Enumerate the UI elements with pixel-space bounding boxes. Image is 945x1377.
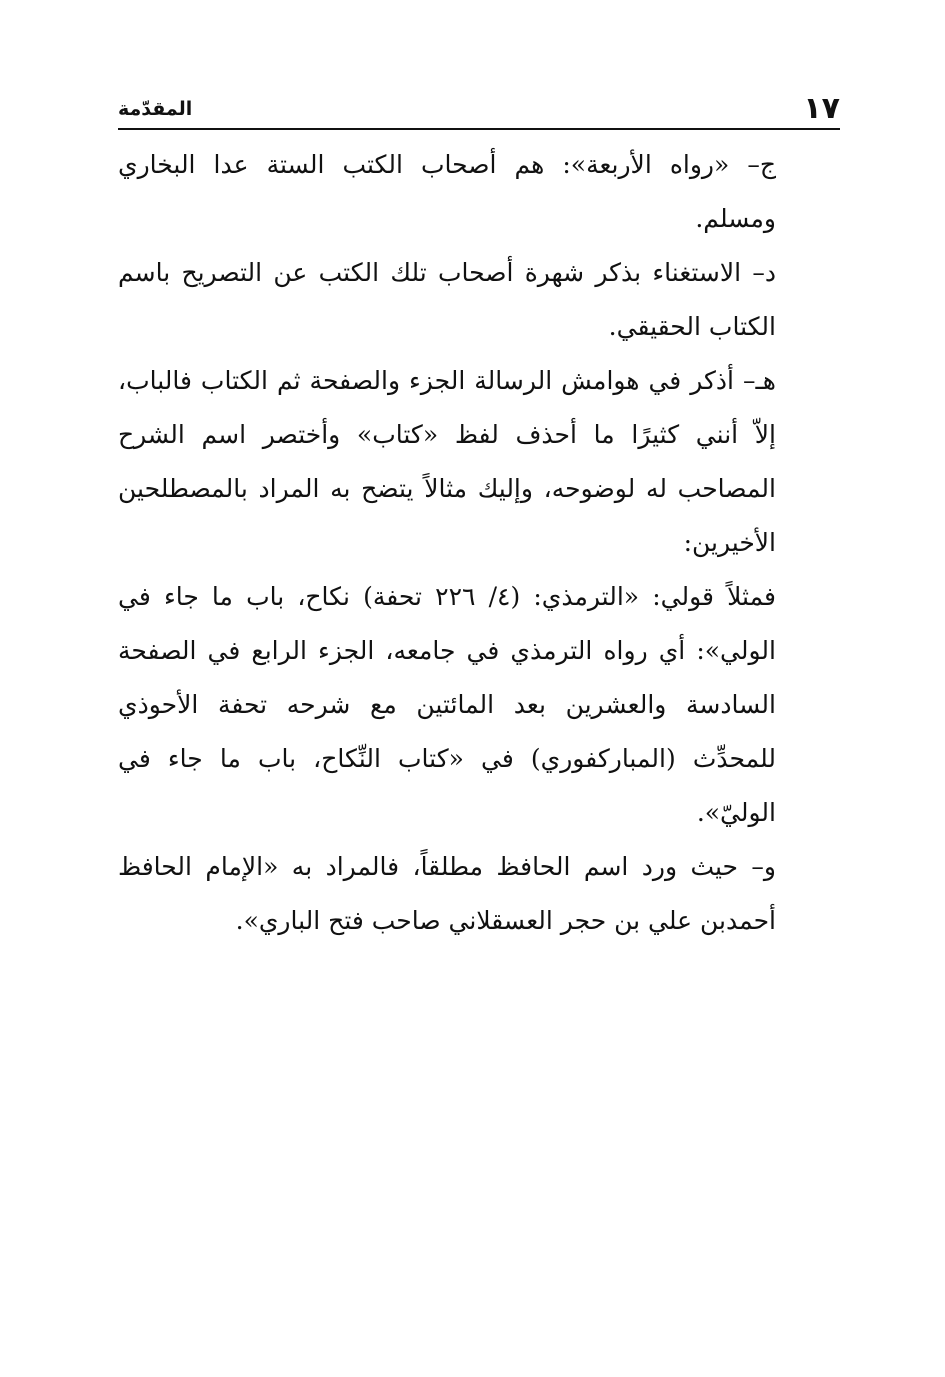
page-number: ١٧ bbox=[803, 91, 840, 126]
body-text bbox=[118, 138, 840, 948]
paragraph-example: فمثلاً قولي: «الترمذي: (٤/ ٢٢٦ تحفة) نكاح، باب ما جاء في الولي»: أي رواه الترمذي في جامعه، الجزء الرابع في الصفحة السادسة والعشرين بعد المائتين مع شرحه تحفة الأحوذي للمحدِّث (المباركفوري) في «كتاب النِّكاح، باب ما جاء في الوليّ». bbox=[118, 582, 776, 827]
paragraph-jim: ج– «رواه الأربعة»: هم أصحاب الكتب الستة عدا البخاري ومسلم. bbox=[118, 150, 776, 233]
running-head bbox=[118, 92, 840, 130]
section-title: المقدّمة bbox=[118, 98, 193, 120]
paragraph-waw: و– حيث ورد اسم الحافظ مطلقاً، فالمراد به «الإمام الحافظ أحمدبن علي بن حجر العسقلاني صاحب فتح الباري». bbox=[118, 852, 776, 935]
paragraph-dal: د– الاستغناء بذكر شهرة أصحاب تلك الكتب عن التصريح باسم الكتاب الحقيقي. bbox=[118, 258, 776, 341]
header-divider bbox=[118, 128, 840, 130]
paragraph-ha: هـ– أذكر في هوامش الرسالة الجزء والصفحة ثم الكتاب فالباب، إلاّ أنني كثيرًا ما أحذف لفظ «كتاب» وأختصر اسم الشرح المصاحب له لوضوحه، وإليك مثالاً يتضح به المراد بالمصطلحين الأخيرين: bbox=[118, 366, 776, 557]
